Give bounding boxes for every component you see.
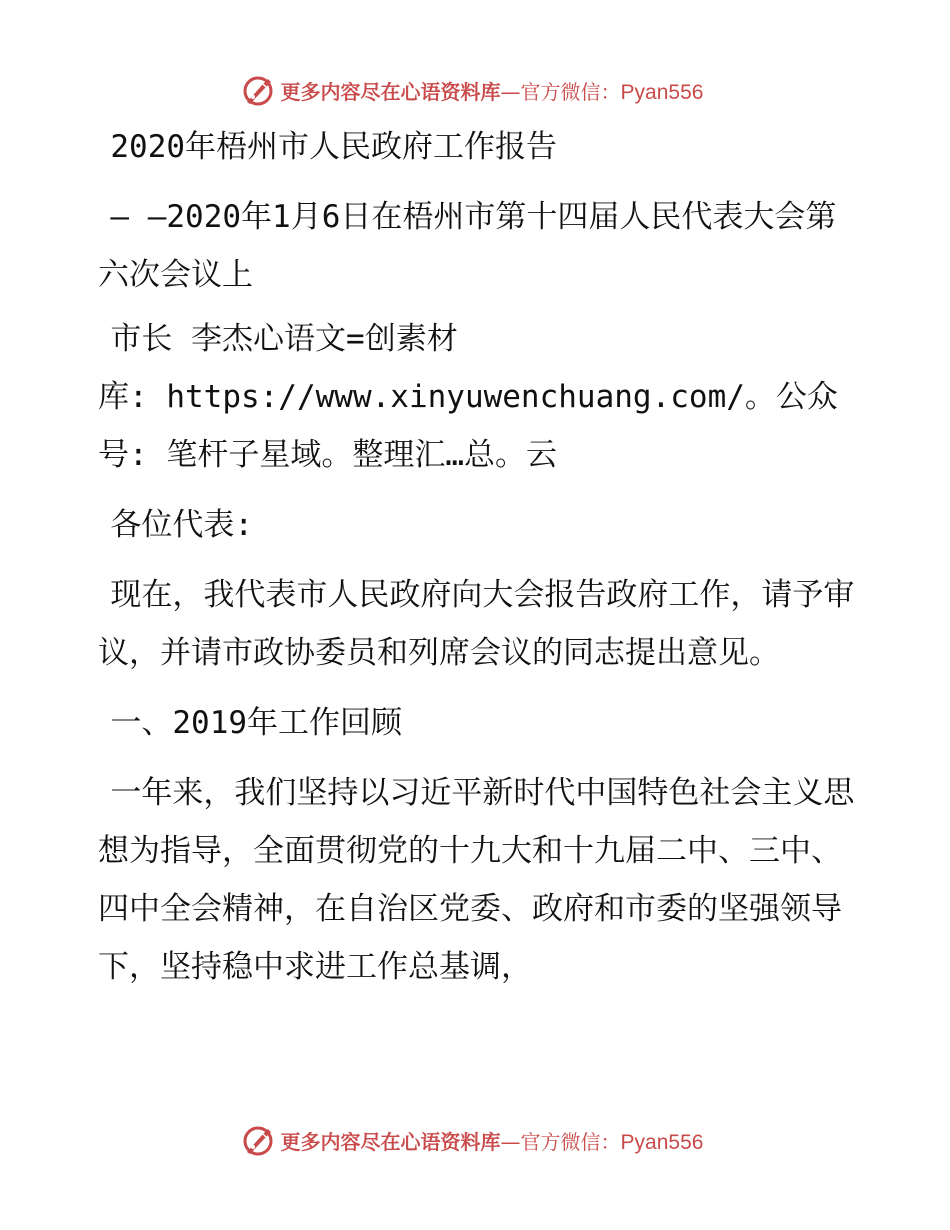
banner-wechat-id: Pyan556 [620, 80, 704, 104]
speaker-line: 市长 李杰心语文=创素材 [110, 321, 458, 357]
pen-logo-icon [241, 1122, 277, 1158]
banner-wechat-label: 官方微信： [520, 79, 621, 104]
document-title: 2020年梧州市人民政府工作报告 [110, 129, 558, 165]
banner-text [281, 76, 704, 105]
source-line-1: 库: https://www.xinyuwenchuang.com/。公众 [98, 379, 838, 415]
section-body-paragraph: 一年来，我们坚持以习近平新时代中国特色社会主义思想为指导，全面贯彻党的十九大和十九届二中、三中、四中全会精神，在自治区党委、政府和市委的坚强领导下，坚持稳中求进工作总基调， [98, 775, 855, 985]
intro-paragraph: 现在，我代表市人民政府向大会报告政府工作，请予审议，并请市政协委员和列席会议的同志提出意见。 [98, 577, 855, 671]
banner-main-text: 更多内容尽在心语资料库 [280, 79, 501, 104]
footer-watermark-banner [0, 1120, 950, 1160]
banner-wechat-label: 官方微信： [520, 1129, 621, 1154]
salutation: 各位代表: [110, 507, 254, 543]
source-line-2: 号: 笔杆子星域。整理汇…总。云 [98, 437, 557, 473]
document-subtitle: — —2020年1月6日在梧州市第十四届人民代表大会第六次会议上 [98, 199, 837, 293]
banner-text [281, 1126, 704, 1155]
section-heading: 一、2019年工作回顾 [110, 705, 403, 741]
pen-logo-icon [241, 72, 277, 108]
banner-dash: — [500, 79, 521, 104]
banner-main-text: 更多内容尽在心语资料库 [280, 1129, 501, 1154]
banner-wechat-id: Pyan556 [620, 1130, 704, 1154]
document-body [98, 118, 858, 996]
header-watermark-banner [0, 70, 950, 110]
banner-dash: — [500, 1129, 521, 1154]
